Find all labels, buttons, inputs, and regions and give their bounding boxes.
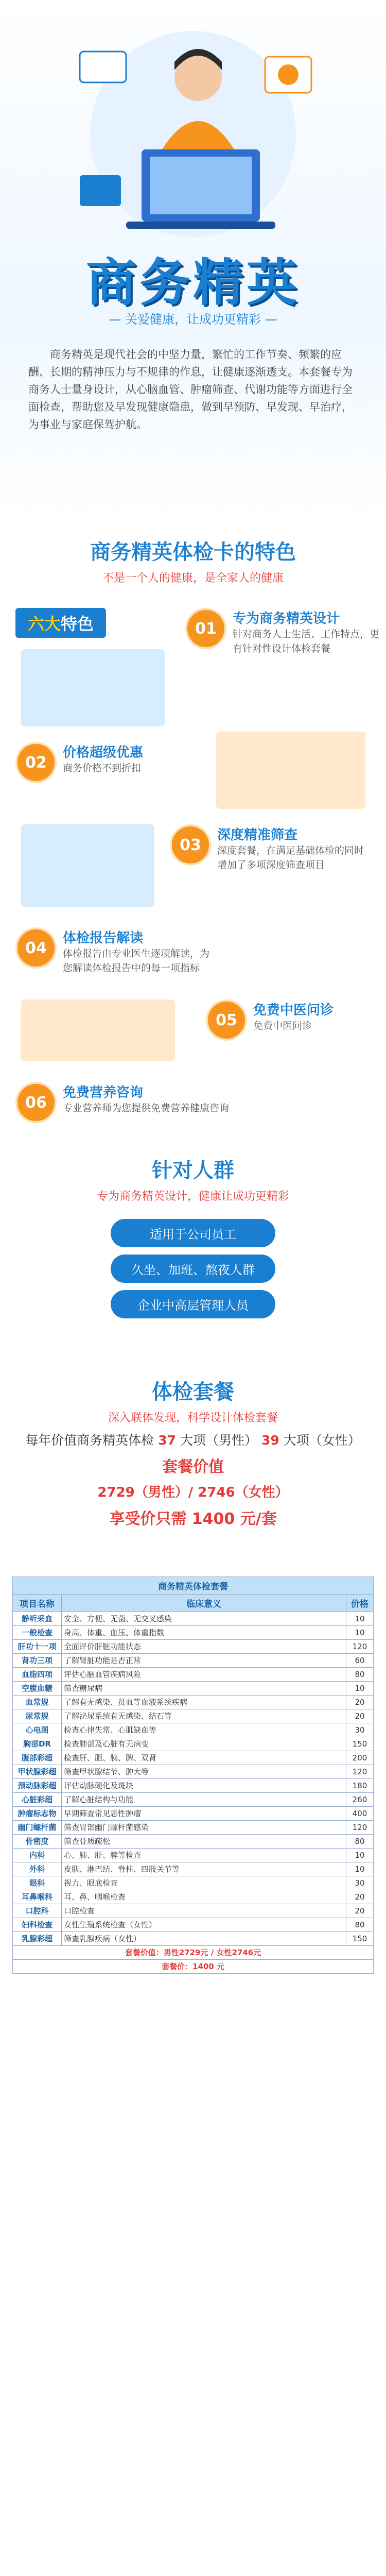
feature-desc: 专业营养师为您提供免费营养健康咨询 xyxy=(63,1103,230,1114)
item-price: 150 xyxy=(346,1932,374,1946)
crowd-item: 久坐、加班、熬夜人群 xyxy=(111,1255,275,1283)
table-total: 套餐价值：男性2729元 / 女性2746元 xyxy=(13,1946,374,1960)
item-name: 幽门螺杆菌 xyxy=(13,1821,62,1835)
feature-title: 免费中医问诊 xyxy=(253,1003,334,1018)
item-price: 10 xyxy=(346,1682,374,1696)
male-label: 大项（男性） xyxy=(180,1433,257,1448)
item-price: 180 xyxy=(346,1779,374,1793)
six-prefix: 六大 xyxy=(28,614,61,634)
page-title: 商务精英 xyxy=(85,253,300,312)
feature-title: 免费营养咨询 xyxy=(63,1085,144,1100)
crowd-subtitle: 专为商务精英设计，健康让成功更精彩 xyxy=(96,1190,289,1203)
item-meaning: 口腔检查 xyxy=(62,1904,346,1918)
feature-desc: 免费中医问诊 xyxy=(253,1020,312,1031)
feature-illustration xyxy=(21,999,175,1061)
feature-illustration xyxy=(216,732,365,809)
item-name: 血脂四项 xyxy=(13,1668,62,1682)
item-price: 200 xyxy=(346,1751,374,1765)
item-name: 口腔科 xyxy=(13,1904,62,1918)
feature-4 xyxy=(15,927,217,975)
table-row xyxy=(13,1849,374,1862)
item-meaning: 检查心律失常、心肌缺血等 xyxy=(62,1723,346,1737)
item-price: 10 xyxy=(346,1626,374,1640)
price-label: 套餐价值 xyxy=(162,1458,224,1476)
item-meaning: 身高、体重、血压、体重指数 xyxy=(62,1626,346,1640)
item-price: 120 xyxy=(346,1821,374,1835)
col-meaning-header: 临床意义 xyxy=(62,1595,346,1612)
table-row xyxy=(13,1765,374,1779)
package-subtitle: 深入联体发现，科学设计体检套餐 xyxy=(108,1412,278,1425)
feature-6 xyxy=(15,1082,229,1123)
table-row xyxy=(13,1751,374,1765)
item-meaning: 女性生殖系统检查（女性） xyxy=(62,1918,346,1932)
table-row xyxy=(13,1640,374,1654)
table-final-price: 套餐价：1400 元 xyxy=(13,1960,374,1974)
table-row xyxy=(13,1682,374,1696)
item-name: 心脏彩超 xyxy=(13,1793,62,1807)
item-price: 60 xyxy=(346,1654,374,1668)
item-meaning: 筛查糖尿病 xyxy=(62,1682,346,1696)
item-name: 乳腺彩超 xyxy=(13,1932,62,1946)
item-price: 120 xyxy=(346,1765,374,1779)
item-price: 120 xyxy=(346,1640,374,1654)
item-name: 肾功三项 xyxy=(13,1654,62,1668)
item-price: 150 xyxy=(346,1737,374,1751)
item-meaning: 早期筛查常见恶性肿瘤 xyxy=(62,1807,346,1821)
feature-5 xyxy=(206,999,334,1041)
target-crowd-section xyxy=(0,1154,386,1370)
feature-2 xyxy=(15,742,143,783)
item-name: 肿瘤标志物 xyxy=(13,1807,62,1821)
feature-desc: 商务价格不到折扣 xyxy=(63,762,142,774)
item-price: 80 xyxy=(346,1668,374,1682)
feature-desc: 体检报告由专业医生逐项解读，为您解读体检报告中的每一项指标 xyxy=(63,948,210,974)
table-row xyxy=(13,1709,374,1723)
item-name: 尿常规 xyxy=(13,1709,62,1723)
features-tagline: 不是一个人的健康，是全家人的健康 xyxy=(102,572,284,585)
table-row xyxy=(13,1737,374,1751)
item-price: 10 xyxy=(346,1849,374,1862)
item-name: 内科 xyxy=(13,1849,62,1862)
item-meaning: 耳、鼻、咽喉检查 xyxy=(62,1890,346,1904)
package-title: 体检套餐 xyxy=(152,1380,234,1404)
feature-number: 06 xyxy=(15,1082,57,1123)
table-row xyxy=(13,1723,374,1737)
discount-price: 享受价只需 1400 元/套 xyxy=(109,1510,277,1528)
item-name: 骨密度 xyxy=(13,1835,62,1849)
feature-illustration xyxy=(21,824,154,907)
feature-number: 01 xyxy=(185,608,226,649)
table-row xyxy=(13,1626,374,1640)
table-row xyxy=(13,1807,374,1821)
item-price: 20 xyxy=(346,1904,374,1918)
feature-desc: 深度套餐，在满足基础体检的同时增加了多项深度筛查项目 xyxy=(217,845,364,871)
item-name: 颈动脉彩超 xyxy=(13,1779,62,1793)
item-price: 400 xyxy=(346,1807,374,1821)
item-price: 30 xyxy=(346,1876,374,1890)
table-row xyxy=(13,1932,374,1946)
item-meaning: 全面评价肝脏功能状态 xyxy=(62,1640,346,1654)
item-name: 一般检查 xyxy=(13,1626,62,1640)
item-meaning: 筛查乳腺疾病（女性） xyxy=(62,1932,346,1946)
item-name: 肝功十一项 xyxy=(13,1640,62,1654)
feature-title: 专为商务精英设计 xyxy=(233,611,340,626)
features-section xyxy=(0,536,386,1149)
item-price: 20 xyxy=(346,1709,374,1723)
item-meaning: 检查肝、胆、胰、脾、双肾 xyxy=(62,1751,346,1765)
table-row xyxy=(13,1918,374,1932)
item-name: 眼科 xyxy=(13,1876,62,1890)
item-meaning: 安全、方便、无菌、无交叉感染 xyxy=(62,1612,346,1626)
table-row xyxy=(13,1904,374,1918)
table-row xyxy=(13,1793,374,1807)
item-name: 胸部DR xyxy=(13,1737,62,1751)
table-row xyxy=(13,1696,374,1709)
item-meaning: 检查肺部及心脏有无病变 xyxy=(62,1737,346,1751)
intro-text: 商务精英是现代社会的中坚力量，繁忙的工作节奏、频繁的应酬、长期的精神压力与不规律的作息，让健康逐渐透支。本套餐专为商务人士量身设计，从心脑血管、肿瘤筛查、代谢功能等方面进行全面检查，帮助您及早发现健康隐患，做到早预防、早发现、早治疗，为事业与家庭保驾护航。 xyxy=(28,348,353,431)
six-features-label xyxy=(15,608,106,638)
item-name: 耳鼻喉科 xyxy=(13,1890,62,1904)
table-title: 商务精英体检套餐 xyxy=(13,1577,374,1595)
feature-number: 03 xyxy=(170,824,211,866)
item-meaning: 筛查骨质疏松 xyxy=(62,1835,346,1849)
item-meaning: 心、肺、肝、脾等检查 xyxy=(62,1849,346,1862)
item-meaning: 筛查甲状腺结节、肿大等 xyxy=(62,1765,346,1779)
feature-number: 04 xyxy=(15,927,57,969)
item-meaning: 了解有无感染、贫血等血液系统疾病 xyxy=(62,1696,346,1709)
package-count-line xyxy=(0,1430,386,1449)
item-price: 20 xyxy=(346,1696,374,1709)
table-row xyxy=(13,1654,374,1668)
features-title: 商务精英体检卡的特色 xyxy=(90,540,296,564)
feature-illustration xyxy=(21,649,165,726)
six-suffix: 特色 xyxy=(61,614,94,634)
item-price: 30 xyxy=(346,1723,374,1737)
col-price-header: 价格 xyxy=(346,1595,374,1612)
item-meaning: 筛查胃部幽门螺杆菌感染 xyxy=(62,1821,346,1835)
price-values: 2729（男性）/ 2746（女性） xyxy=(97,1485,289,1500)
item-meaning: 了解心脏结构与功能 xyxy=(62,1793,346,1807)
item-name: 心电图 xyxy=(13,1723,62,1737)
item-meaning: 评估心脑血管疾病风险 xyxy=(62,1668,346,1682)
table-row xyxy=(13,1779,374,1793)
item-price: 80 xyxy=(346,1918,374,1932)
item-name: 血常规 xyxy=(13,1696,62,1709)
item-name: 外科 xyxy=(13,1862,62,1876)
table-row xyxy=(13,1612,374,1626)
item-meaning: 评估动脉硬化及斑块 xyxy=(62,1779,346,1793)
feature-title: 体检报告解读 xyxy=(63,930,144,946)
item-name: 甲状腺彩超 xyxy=(13,1765,62,1779)
crowd-item: 适用于公司员工 xyxy=(111,1219,275,1247)
item-meaning: 了解肾脏功能是否正常 xyxy=(62,1654,346,1668)
item-name: 腹部彩超 xyxy=(13,1751,62,1765)
package-line-text: 每年价值商务精英体检 xyxy=(25,1433,154,1448)
female-label: 大项（女性） xyxy=(283,1433,361,1448)
item-price: 80 xyxy=(346,1835,374,1849)
male-count: 37 xyxy=(158,1433,177,1448)
crowd-title: 针对人群 xyxy=(152,1159,234,1182)
hero-illustration xyxy=(49,21,337,247)
feature-1 xyxy=(185,608,386,656)
feature-number: 02 xyxy=(15,742,57,783)
table-row xyxy=(13,1862,374,1876)
item-name: 空腹血糖 xyxy=(13,1682,62,1696)
item-name: 妇科检查 xyxy=(13,1918,62,1932)
item-name: 静听采血 xyxy=(13,1612,62,1626)
table-row xyxy=(13,1876,374,1890)
feature-3 xyxy=(170,824,372,872)
item-meaning: 了解泌尿系统有无感染、结石等 xyxy=(62,1709,346,1723)
page-subtitle: — 关爱健康，让成功更精彩 — xyxy=(109,312,277,327)
col-item-header: 项目名称 xyxy=(13,1595,62,1612)
item-price: 10 xyxy=(346,1612,374,1626)
table-row xyxy=(13,1835,374,1849)
feature-number: 05 xyxy=(206,999,247,1041)
crowd-item: 企业中高层管理人员 xyxy=(111,1290,275,1318)
feature-desc: 针对商务人士生活、工作特点，更有针对性设计体检套餐 xyxy=(233,629,380,654)
feature-title: 价格超级优惠 xyxy=(63,745,144,760)
feature-title: 深度精准筛查 xyxy=(217,827,298,843)
hero-section xyxy=(0,0,386,520)
item-meaning: 皮肤、淋巴结、脊柱、四肢关节等 xyxy=(62,1862,346,1876)
item-price: 10 xyxy=(346,1862,374,1876)
package-items-table xyxy=(12,1577,374,1974)
item-price: 260 xyxy=(346,1793,374,1807)
table-row xyxy=(13,1668,374,1682)
item-meaning: 视力、眼底检查 xyxy=(62,1876,346,1890)
package-section xyxy=(0,1376,386,1529)
table-row xyxy=(13,1821,374,1835)
table-row xyxy=(13,1890,374,1904)
female-count: 39 xyxy=(261,1433,279,1448)
item-price: 20 xyxy=(346,1890,374,1904)
